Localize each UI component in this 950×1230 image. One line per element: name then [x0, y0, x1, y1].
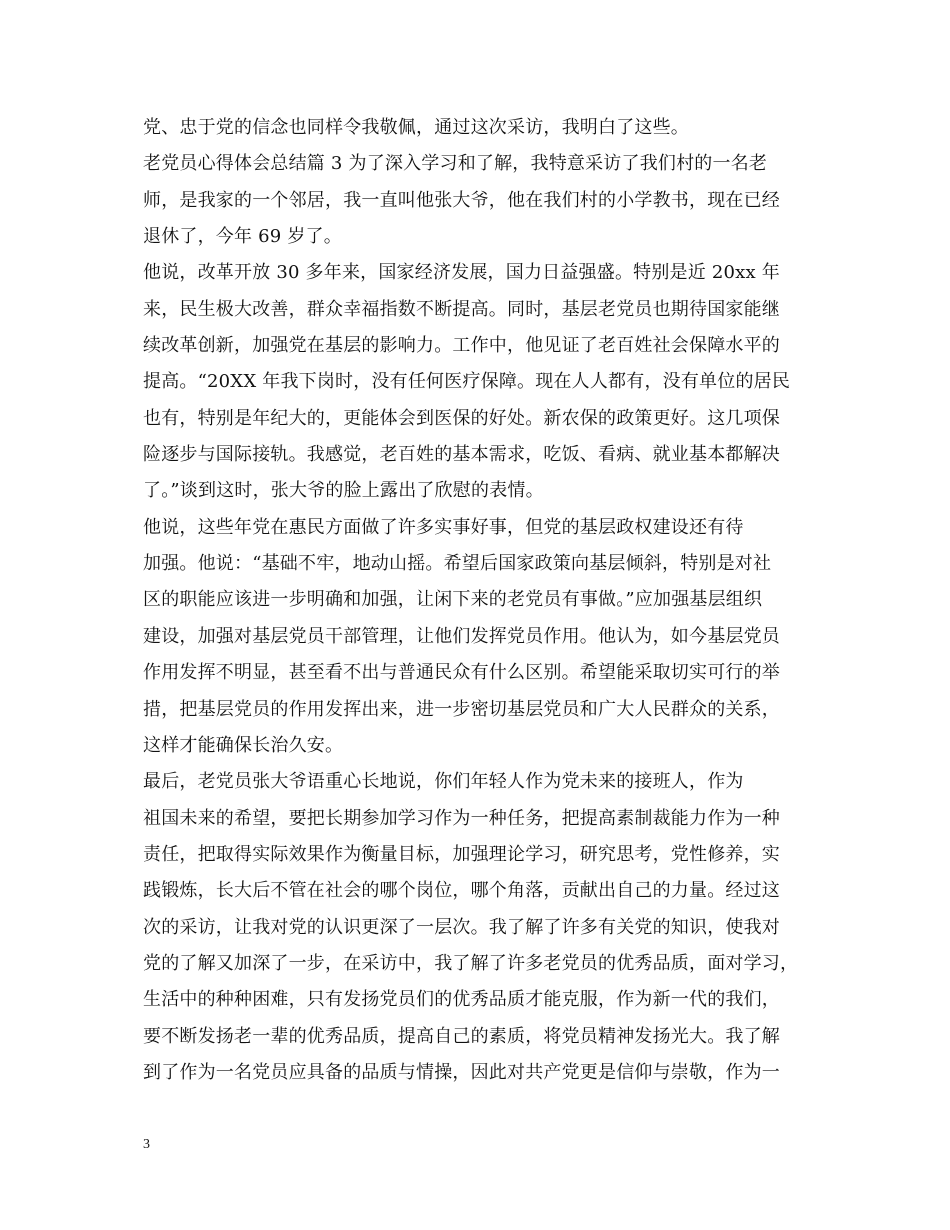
text-line: 续改革创新，加强党在基层的影响力。工作中，他见证了老百姓社会保障水平的: [143, 335, 780, 357]
text-line: 责任，把取得实际效果作为衡量目标，加强理论学习，研究思考，党性修养，实: [143, 843, 780, 865]
text-line: 建设，加强对基层党员干部管理，让他们发挥党员作用。他认为，如今基层党员: [143, 625, 780, 647]
text-line: 他说，这些年党在惠民方面做了许多实事好事，但党的基层政权建设还有待: [143, 516, 744, 538]
text-line: 措，把基层党员的作用发挥出来，进一步密切基层党员和广大人民群众的关系，: [143, 698, 780, 720]
text-line: 加强。他说：“基础不牢，地动山摇。希望后国家政策向基层倾斜，特别是对社: [143, 553, 772, 575]
text-line: 生活中的种种困难，只有发扬党员们的优秀品质才能克服，作为新一代的我们，: [143, 989, 780, 1011]
text-line: 也有，特别是年纪大的，更能体会到医保的好处。新农保的政策更好。这几项保: [143, 407, 780, 429]
text-line: 要不断发扬老一辈的优秀品质，提高自己的素质，将党员精神发扬光大。我了解: [143, 1025, 780, 1047]
text-line: 作用发挥不明显，甚至看不出与普通民众有什么区别。希望能采取切实可行的举: [143, 662, 780, 684]
text-line: 祖国未来的希望，要把长期参加学习作为一种任务，把提高素制裁能力作为一种: [143, 807, 780, 829]
text-line: 险逐步与国际接轨。我感觉，老百姓的基本需求，吃饭、看病、就业基本都解决: [143, 444, 780, 466]
text-line: 提高。“20XX 年我下岗时，没有任何医疗保障。现在人人都有，没有单位的居民: [143, 371, 791, 393]
text-line: 了。”谈到这时，张大爷的脸上露出了欣慰的表情。: [143, 480, 544, 502]
text-line: 来，民生极大改善，群众幸福指数不断提高。同时，基层老党员也期待国家能继: [143, 298, 780, 320]
text-line: 区的职能应该进一步明确和加强，让闲下来的老党员有事做。”应加强基层组织: [143, 589, 763, 611]
text-line: 党的了解又加深了一步，在采访中，我了解了许多老党员的优秀品质，面对学习，: [143, 952, 799, 974]
text-line: 他说，改革开放 30 多年来，国家经济发展，国力日益强盛。特别是近 20xx 年: [143, 262, 780, 284]
text-line: 践锻炼，长大后不管在社会的哪个岗位，哪个角落，贡献出自己的力量。经过这: [143, 880, 780, 902]
document-body: [143, 116, 825, 1097]
text-line: 次的采访，让我对党的认识更深了一层次。我了解了许多有关党的知识，使我对: [143, 916, 780, 938]
text-line: 老党员心得体会总结篇 3 为了深入学习和了解，我特意采访了我们村的一名老: [143, 153, 768, 175]
text-line: 这样才能确保长治久安。: [143, 734, 344, 756]
text-line: 到了作为一名党员应具备的品质与情操，因此对共产党更是信仰与崇敬，作为一: [143, 1061, 780, 1083]
text-line: 最后，老党员张大爷语重心长地说，你们年轻人作为党未来的接班人，作为: [143, 771, 744, 793]
text-line: 退休了，今年 69 岁了。: [143, 226, 342, 248]
text-line: 党、忠于党的信念也同样令我敬佩，通过这次采访，我明白了这些。: [143, 117, 689, 138]
text-line: 师，是我家的一个邻居，我一直叫他张大爷，他在我们村的小学教书，现在已经: [143, 189, 780, 211]
page-number: 3: [143, 1137, 150, 1152]
